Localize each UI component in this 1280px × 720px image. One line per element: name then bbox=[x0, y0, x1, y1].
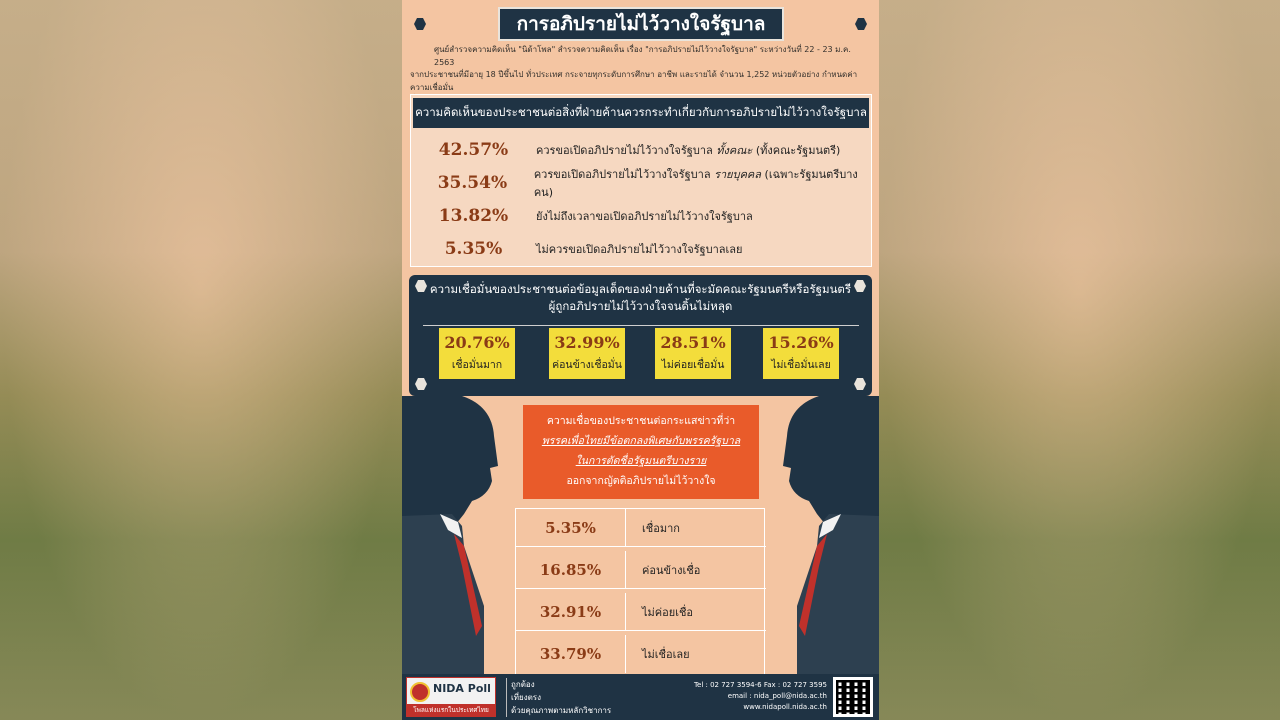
motto: ถูกต้อง เที่ยงตรง ด้วยคุณภาพตามหลักวิชาการ bbox=[506, 678, 611, 717]
confidence-box bbox=[763, 328, 839, 379]
option-label: ยังไม่ถึงเวลาขอเปิดอภิปรายไม่ไว้วางใจรัฐบาล bbox=[536, 210, 753, 223]
percentage-value: 35.54% bbox=[437, 173, 508, 193]
confidence-label: ไม่เชื่อมั่นเลย bbox=[771, 359, 831, 371]
section-heading: ความคิดเห็นของประชาชนต่อสิ่งที่ฝ่ายค้านควรกระทำเกี่ยวกับการอภิปรายไม่ไว้วางใจรัฐบาล bbox=[413, 98, 869, 128]
logo-tagline: โพลแห่งแรกในประเทศไทย bbox=[407, 704, 495, 716]
poster-title: การอภิปรายไม่ไว้วางใจรัฐบาล bbox=[498, 7, 784, 41]
man-silhouette-right bbox=[779, 396, 879, 674]
hexagon-icon bbox=[855, 18, 867, 30]
contact-info bbox=[694, 680, 827, 713]
option-label: ควรขอเปิดอภิปรายไม่ไว้วางใจรัฐบาล ทั้งคณะ (ทั้งคณะรัฐมนตรี) bbox=[536, 144, 841, 157]
belief-label: ค่อนข้างเชื่อ bbox=[642, 563, 701, 577]
option-label: ควรขอเปิดอภิปรายไม่ไว้วางใจรัฐบาล รายบุคคล (เฉพาะรัฐมนตรีบางคน) bbox=[533, 168, 858, 199]
percentage-value: 42.57% bbox=[438, 140, 509, 160]
nida-poll-logo bbox=[406, 677, 496, 717]
footer bbox=[402, 674, 879, 720]
emblem-icon bbox=[410, 682, 430, 702]
opposition-action-section bbox=[410, 94, 872, 267]
intro-line: ศูนย์สำรวจความคิดเห็น "นิด้าโพล" สำรวจความคิดเห็น เรื่อง "การอภิปรายไม่ไว้วางใจรัฐบาล" ระหว่างวันที่ 22 - 23 ม.ค. 2563 bbox=[434, 45, 851, 67]
percentage-value: 20.76% bbox=[444, 333, 510, 352]
table-row bbox=[516, 551, 766, 589]
list-item bbox=[411, 168, 871, 198]
percentage-value: 16.85% bbox=[516, 551, 626, 588]
hexagon-icon bbox=[414, 18, 426, 30]
list-item bbox=[411, 135, 871, 165]
background-blur-left bbox=[0, 0, 402, 720]
confidence-box bbox=[439, 328, 515, 379]
logo-name: NIDA Poll bbox=[433, 682, 491, 695]
intro-line: จากประชาชนที่มีอายุ 18 ปีขึ้นไป ทั่วประเทศ กระจายทุกระดับการศึกษา อาชีพ และรายได้ จำนวน 1,252 หน่วยตัวอย่าง กำหนดค่าความเชื่อมั่น bbox=[410, 70, 858, 92]
confidence-label: ไม่ค่อยเชื่อมั่น bbox=[661, 359, 725, 371]
confidence-box bbox=[655, 328, 731, 379]
percentage-value: 33.79% bbox=[516, 635, 626, 673]
percentage-value: 5.35% bbox=[444, 239, 503, 259]
option-label: ไม่ควรขอเปิดอภิปรายไม่ไว้วางใจรัฐบาลเลย bbox=[536, 243, 743, 256]
confidence-label: เชื่อมั่นมาก bbox=[451, 359, 503, 371]
background-blur-right bbox=[878, 0, 1280, 720]
email: email : nida_poll@nida.ac.th bbox=[727, 692, 827, 700]
website-link[interactable]: www.nidapoll.nida.ac.th bbox=[743, 703, 827, 711]
confidence-section bbox=[409, 275, 872, 396]
man-silhouette-left bbox=[402, 396, 502, 674]
rumor-belief-heading: ความเชื่อของประชาชนต่อกระแสข่าวที่ว่า พรรคเพื่อไทยมีข้อตกลงพิเศษกับพรรครัฐบาล ในการตัดชื่อรัฐมนตรีบางราย ออกจากญัตติอภิปรายไม่ไว้วางใจ bbox=[523, 405, 759, 499]
belief-label: ไม่ค่อยเชื่อ bbox=[642, 605, 694, 619]
hexagon-icon bbox=[854, 378, 866, 390]
table-row bbox=[516, 593, 766, 631]
confidence-label: ค่อนข้างเชื่อมั่น bbox=[552, 359, 622, 371]
list-item bbox=[411, 201, 871, 231]
percentage-value: 32.91% bbox=[516, 593, 626, 630]
infographic-poster bbox=[402, 0, 879, 720]
list-item bbox=[411, 234, 871, 264]
percentage-value: 13.82% bbox=[438, 206, 509, 226]
percentage-value: 28.51% bbox=[660, 333, 726, 352]
confidence-box bbox=[549, 328, 625, 379]
tel-fax: Tel : 02 727 3594-6 Fax : 02 727 3595 bbox=[693, 681, 827, 689]
table-row bbox=[516, 635, 766, 673]
table-row bbox=[516, 509, 766, 547]
belief-label: เชื่อมาก bbox=[642, 521, 680, 535]
qr-code-icon[interactable] bbox=[833, 677, 873, 717]
percentage-value: 32.99% bbox=[554, 333, 620, 352]
section-heading: ความเชื่อมั่นของประชาชนต่อข้อมูลเด็ดของฝ่ายค้านที่จะมัดคณะรัฐมนตรีหรือรัฐมนตรี ผู้ถูกอภิปรายไม่ไว้วางใจจนดิ้นไม่หลุด bbox=[429, 282, 852, 313]
percentage-value: 5.35% bbox=[516, 509, 626, 546]
percentage-value: 15.26% bbox=[768, 333, 834, 352]
hexagon-icon bbox=[415, 378, 427, 390]
divider bbox=[423, 325, 859, 326]
rumor-belief-table bbox=[515, 508, 765, 676]
belief-label: ไม่เชื่อเลย bbox=[642, 648, 690, 661]
